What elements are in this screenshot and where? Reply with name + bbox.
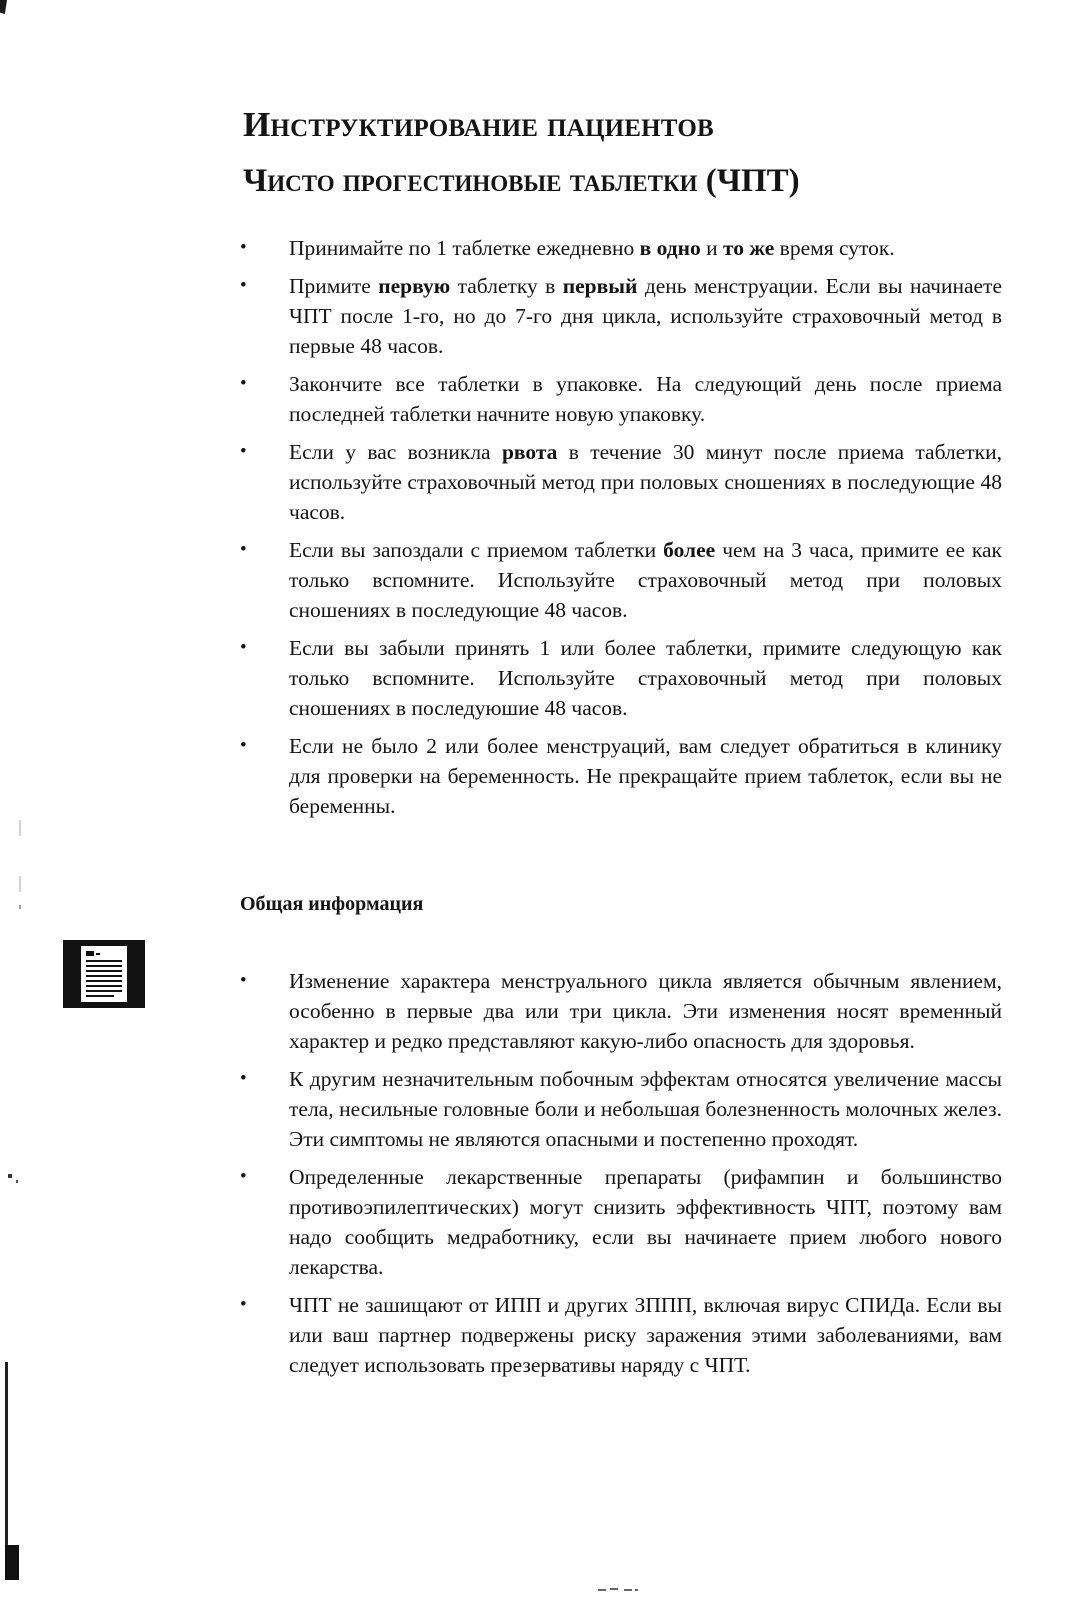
instruction-item <box>240 369 1002 429</box>
emphasis-text: первую <box>378 274 451 298</box>
item-text: Закончите все таблетки в упаковке. На следующий день после приема последней таблетки начните новую упаковку. <box>289 372 1002 426</box>
instructions-list <box>240 233 1002 829</box>
instruction-item <box>240 437 1002 527</box>
item-text: чем на 3 часа, примите ее как только вспомните. Используйте страховочный метод при половых сношениях в последующие 48 часов. <box>289 538 1002 622</box>
general-info-item <box>240 966 1002 1056</box>
page-subtitle: Чисто прогестиновые таблетки (ЧПТ) <box>243 163 800 199</box>
instruction-item <box>240 633 1002 723</box>
general-info-list <box>240 966 1002 1388</box>
item-text: Определенные лекарственные препараты (рифампин и большинство противоэпилептических) могут снизить эффективность ЧПТ, поэтому вам надо сообщить медработнику, если вы начинаете прием любого нового лекарства. <box>289 1165 1002 1279</box>
bullet-icon: • <box>240 1294 247 1315</box>
document-icon <box>63 940 145 1008</box>
bullet-icon: • <box>240 1068 247 1089</box>
instruction-item <box>240 233 1002 263</box>
emphasis-text: в одно <box>639 236 701 260</box>
item-text: Если не было 2 или более менструаций, вам следует обратиться в клинику для проверки на беременность. Не прекращайте прием таблеток, если вы не беременны. <box>289 734 1002 818</box>
general-info-item <box>240 1162 1002 1282</box>
bullet-icon: • <box>240 539 247 560</box>
bullet-icon: • <box>240 275 247 296</box>
page-title: Инструктирование пациентов <box>243 105 714 144</box>
item-text: К другим незначительным побочным эффектам относятся увеличение массы тела, несильные головные боли и небольшая болезненность молочных желез. Эти симптомы не являются опасными и постепенно проходят. <box>289 1067 1002 1151</box>
bullet-icon: • <box>240 237 247 258</box>
item-text: Примите <box>289 274 379 298</box>
general-info-item <box>240 1290 1002 1380</box>
instruction-item <box>240 271 1002 361</box>
item-text: время суток. <box>774 236 895 260</box>
instruction-item <box>240 731 1002 821</box>
item-text: и <box>700 236 724 260</box>
bullet-icon: • <box>240 441 247 462</box>
instruction-item <box>240 535 1002 625</box>
bullet-icon: • <box>240 637 247 658</box>
item-text: в течение 30 минут после приема таблетки, используйте страховочный метод при половых сношениях в последующие 48 часов. <box>289 440 1002 524</box>
scan-margin-specks <box>0 0 40 1600</box>
item-text: Принимайте по 1 таблетке ежедневно <box>289 236 640 260</box>
item-text: ЧПТ не зашищают от ИПП и других ЗППП, включая вирус СПИДа. Если вы или ваш партнер подвержены риску заражения этими заболеваниями, вам следует использовать презервативы наряду с ЧПТ. <box>289 1293 1002 1377</box>
general-info-item <box>240 1064 1002 1154</box>
emphasis-text: то же <box>723 236 775 260</box>
emphasis-text: более <box>663 538 716 562</box>
item-text: Если вы запоздали с приемом таблетки <box>289 538 664 562</box>
general-info-heading: Общая информация <box>240 893 424 915</box>
item-text: Изменение характера менструального цикла является обычным явлением, особенно в первые два или три цикла. Эти изменения носят временный характер и редко представляют какую-либо опасность для здоровья. <box>289 969 1002 1053</box>
bullet-icon: • <box>240 735 247 756</box>
bullet-icon: • <box>240 1166 247 1187</box>
item-text: Если у вас возникла <box>289 440 502 464</box>
item-text: Если вы забыли принять 1 или более таблетки, примите следующую как только вспомните. Используйте страховочный метод при половых сношениях в последуюшие 48 часов. <box>289 636 1002 720</box>
page-number-fragment <box>598 1580 638 1597</box>
item-text: таблетку в <box>450 274 563 298</box>
bullet-icon: • <box>240 970 247 991</box>
emphasis-text: первый <box>562 274 638 298</box>
item-text: день менструации. Если вы начинаете ЧПТ после 1-го, но до 7-го дня цикла, используйте страховочный метод в первые 48 часов. <box>289 274 1002 358</box>
bullet-icon: • <box>240 373 247 394</box>
emphasis-text: рвота <box>501 440 558 464</box>
